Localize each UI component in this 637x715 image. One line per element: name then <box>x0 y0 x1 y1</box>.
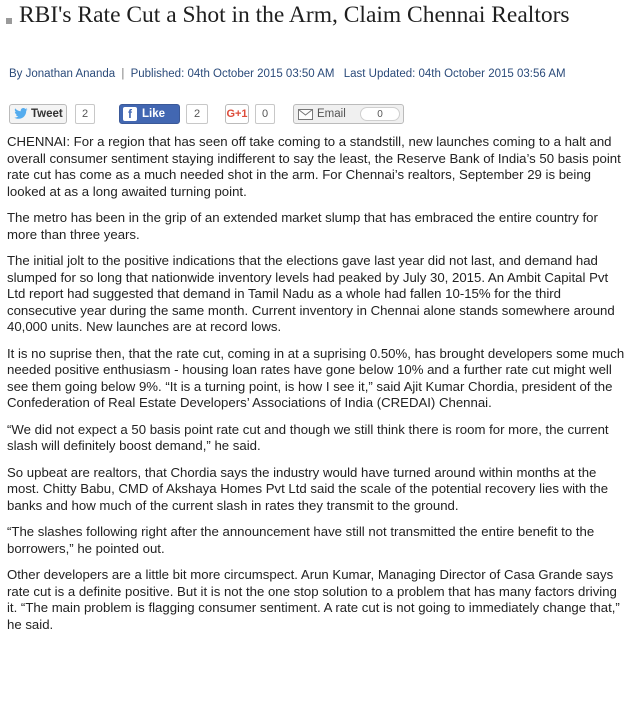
updated-date: Last Updated: 04th October 2015 03:56 AM <box>343 68 566 80</box>
gplus-count: 0 <box>255 104 275 124</box>
square-bullet-icon <box>6 18 12 24</box>
twitter-bird-icon <box>14 108 28 120</box>
article-paragraph: CHENNAI: For a region that has seen off take coming to a standstill, new launches coming to a halt and overall consumer sentiment staying indifferent to say the least, the Reserve Bank of India’s 50 basis point rate cut has come as a much needed shot in the arm. For Chennai’s realtors, September 29 is being looked at as a long awaited turning point. <box>7 134 621 199</box>
tweet-count: 2 <box>75 104 95 124</box>
email-label: Email <box>317 108 346 120</box>
byline-separator: | <box>121 68 125 80</box>
article-body <box>7 134 629 643</box>
envelope-icon <box>298 109 313 120</box>
article-paragraph: The initial jolt to the positive indications that the elections gave last year did not last, and demand had slumped for so long that nationwide inventory levels had peaked by July 30, 2015. An Ambit Capital Pvt Ltd report had suggested that demand in Tamil Nadu as a whole had fallen 10-15% for the third consecutive year during the same month. Current inventory in Chennai alone stands somewhere around 40,000 units. New launches are at record lows. <box>7 253 615 334</box>
author-link[interactable]: By Jonathan Ananda <box>9 68 116 80</box>
tweet-label: Tweet <box>31 108 63 120</box>
article-paragraph: “The slashes following right after the announcement have still not transmitted the entire benefit to the borrowers,” he pointed out. <box>7 524 595 556</box>
email-button[interactable] <box>293 104 404 124</box>
email-count: 0 <box>360 107 400 121</box>
google-plus-button[interactable]: G+1 <box>225 104 249 124</box>
article-paragraph: Other developers are a little bit more circumspect. Arun Kumar, Managing Director of Casa Grande says rate cut is a definite positive. But it is not the one stop solution to a problem that has many factors driving it. “The main problem is flagging consumer sentiment. A rate cut is not going to immediately change that,” he said. <box>7 567 620 632</box>
like-label: Like <box>142 108 166 120</box>
article-title: RBI's Rate Cut a Shot in the Arm, Claim Chennai Realtors <box>19 2 570 28</box>
share-bar <box>9 104 629 126</box>
article-paragraph: It is no suprise then, that the rate cut, coming in at a suprising 0.50%, has brought developers some much needed positive enthusiasm - housing loan rates have gone below 10% and a further rate cut might well see them going below 9%. “It is a turning point, is how I see it,” said Ajit Kumar Chordia, president of the Confederation of Real Estate Developers’ Associations of India (CREDAI) Chennai. <box>7 345 625 410</box>
article-paragraph: So upbeat are realtors, that Chordia says the industry would have turned around within months at the most. Chitty Babu, CMD of Akshaya Homes Pvt Ltd said the scale of the potential recovery lies with the banks and how much of the current slash in rates they transmit to the ground. <box>7 464 609 513</box>
like-count: 2 <box>186 104 208 124</box>
tweet-button[interactable] <box>9 104 67 124</box>
headline <box>6 2 626 29</box>
published-date: Published: 04th October 2015 03:50 AM <box>130 68 335 80</box>
facebook-like-button[interactable] <box>119 104 180 124</box>
facebook-icon: f <box>123 107 137 121</box>
byline <box>9 68 634 80</box>
article-paragraph: “We did not expect a 50 basis point rate cut and though we still think there is room for more, the current slash will definitely boost demand,” he said. <box>7 421 609 453</box>
article-paragraph: The metro has been in the grip of an extended market slump that has embraced the entire country for more than three years. <box>7 210 598 242</box>
